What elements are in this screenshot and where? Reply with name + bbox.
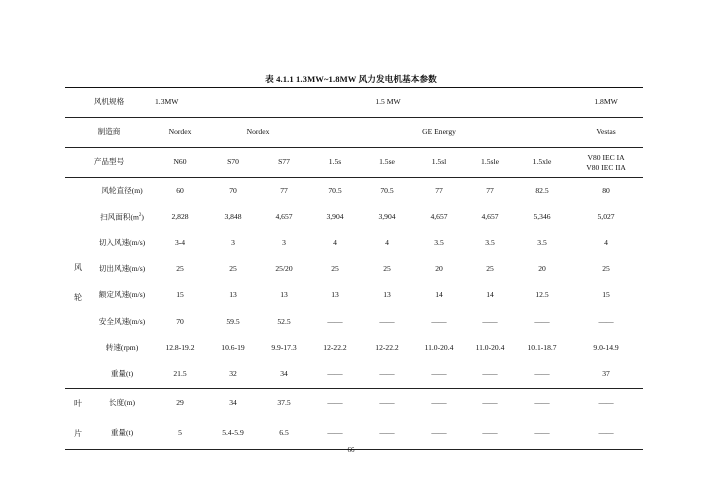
table-cell: —— bbox=[379, 398, 395, 408]
table-cell: —— bbox=[515, 361, 569, 388]
maker-nordex-2: Nordex bbox=[207, 118, 309, 148]
table-cell: 2,828 bbox=[171, 211, 189, 221]
table-row bbox=[65, 335, 643, 361]
rotor-group-label: 风 轮 bbox=[65, 178, 91, 389]
table-cell: 14 bbox=[435, 290, 443, 300]
table-cell: 3,904 bbox=[326, 211, 344, 221]
param-label: 转速(rpm) bbox=[105, 342, 139, 352]
table-row bbox=[65, 257, 643, 283]
table-cell: 10.1-18.7 bbox=[527, 342, 557, 352]
param-label: 重量(t) bbox=[91, 419, 153, 450]
table-cell: 5,346 bbox=[533, 211, 551, 221]
maker-row bbox=[65, 118, 643, 148]
maker-vestas: Vestas bbox=[569, 118, 643, 148]
table-cell: 4 bbox=[333, 238, 337, 248]
table-cell: 29 bbox=[176, 398, 184, 408]
table-cell: 15 bbox=[176, 290, 184, 300]
wind-turbine-parameter-table bbox=[65, 87, 643, 450]
rating-label: 风机规格 bbox=[65, 88, 153, 118]
table-caption: 表 4.1.1 1.3MW~1.8MW 风力发电机基本参数 bbox=[265, 74, 437, 84]
table-cell: 25 bbox=[602, 264, 610, 274]
table-cell: 3,848 bbox=[224, 211, 242, 221]
table-cell: 37.5 bbox=[277, 398, 291, 408]
table-cell: 3.5 bbox=[434, 238, 444, 248]
table-cell: 14 bbox=[486, 290, 494, 300]
table-cell: 12.5 bbox=[535, 290, 549, 300]
table-row bbox=[65, 388, 643, 419]
table-cell: 4,657 bbox=[481, 211, 499, 221]
table-cell: 80 bbox=[602, 185, 610, 195]
table-cell: 10.6-19 bbox=[221, 342, 245, 352]
table-cell: 12-22.2 bbox=[375, 342, 399, 352]
table-cell: —— bbox=[413, 419, 465, 450]
table-cell: —— bbox=[361, 419, 413, 450]
table-cell: 4 bbox=[604, 238, 608, 248]
table-cell: —— bbox=[327, 398, 343, 408]
table-cell: 12.8-19.2 bbox=[165, 342, 195, 352]
model-cell: 1.5sle bbox=[465, 148, 515, 178]
table-cell: —— bbox=[465, 361, 515, 388]
table-cell: 82.5 bbox=[535, 185, 549, 195]
table-cell: 70 bbox=[229, 185, 237, 195]
table-cell: 70.5 bbox=[380, 185, 394, 195]
model-cell: N60 bbox=[153, 148, 207, 178]
table-cell: —— bbox=[379, 316, 395, 326]
model-v80-ia: V80 IEC IA bbox=[587, 153, 625, 163]
maker-label: 制造商 bbox=[65, 118, 153, 148]
page-number: 66 bbox=[347, 446, 355, 454]
table-cell: 77 bbox=[435, 185, 443, 195]
table-cell: —— bbox=[534, 316, 550, 326]
model-cell: 1.5s bbox=[309, 148, 361, 178]
blade-group-label: 叶 片 bbox=[65, 388, 91, 449]
table-cell: 3.5 bbox=[485, 238, 495, 248]
model-cell: 1.5se bbox=[361, 148, 413, 178]
table-cell: 77 bbox=[486, 185, 494, 195]
table-cell: —— bbox=[598, 398, 614, 408]
table-cell: 3 bbox=[282, 238, 286, 248]
table-cell: 5,027 bbox=[597, 211, 615, 221]
table-cell: —— bbox=[309, 419, 361, 450]
table-cell: 3-4 bbox=[174, 238, 186, 248]
table-cell: 25 bbox=[331, 264, 339, 274]
table-cell: 25/20 bbox=[275, 264, 293, 274]
table-cell: 15 bbox=[602, 290, 610, 300]
table-cell: 13 bbox=[383, 290, 391, 300]
model-cell-vestas bbox=[569, 148, 643, 178]
rating-row bbox=[65, 88, 643, 118]
model-cell: 1.5xle bbox=[515, 148, 569, 178]
table-cell: 32 bbox=[207, 361, 259, 388]
table-cell: 25 bbox=[229, 264, 237, 274]
param-label: 长度(m) bbox=[108, 398, 136, 408]
model-cell: S70 bbox=[207, 148, 259, 178]
table-cell: 12-22.2 bbox=[323, 342, 347, 352]
table-cell: 6.5 bbox=[259, 419, 309, 450]
param-label: 风轮直径(m) bbox=[101, 185, 143, 195]
table-cell: —— bbox=[569, 419, 643, 450]
table-cell: 4 bbox=[385, 238, 389, 248]
table-row bbox=[65, 230, 643, 256]
table-cell: 5 bbox=[153, 419, 207, 450]
table-cell: 37 bbox=[569, 361, 643, 388]
table-row bbox=[65, 283, 643, 309]
table-cell: 3.5 bbox=[537, 238, 547, 248]
table-cell: 25 bbox=[176, 264, 184, 274]
maker-ge-energy: GE Energy bbox=[309, 118, 569, 148]
table-cell: 70.5 bbox=[328, 185, 342, 195]
table-cell: —— bbox=[361, 361, 413, 388]
table-cell: 20 bbox=[435, 264, 443, 274]
table-cell: 13 bbox=[229, 290, 237, 300]
table-cell: 13 bbox=[280, 290, 288, 300]
table-cell: 70 bbox=[176, 316, 184, 326]
model-cell: 1.5sl bbox=[413, 148, 465, 178]
table-cell: —— bbox=[482, 398, 498, 408]
table-cell: 25 bbox=[486, 264, 494, 274]
table-cell: 20 bbox=[538, 264, 546, 274]
param-label: 重量(t) bbox=[91, 361, 153, 388]
table-cell: —— bbox=[465, 419, 515, 450]
table-cell: 60 bbox=[176, 185, 184, 195]
table-cell: 4,657 bbox=[275, 211, 293, 221]
table-cell: 77 bbox=[280, 185, 288, 195]
table-cell: 3,904 bbox=[378, 211, 396, 221]
table-cell: 34 bbox=[259, 361, 309, 388]
table-cell: —— bbox=[534, 398, 550, 408]
table-cell: 21.5 bbox=[153, 361, 207, 388]
param-label: 安全风速(m/s) bbox=[98, 316, 146, 326]
table-cell: 5.4-5.9 bbox=[207, 419, 259, 450]
rating-1-3mw: 1.3MW bbox=[153, 88, 207, 118]
table-cell: —— bbox=[327, 316, 343, 326]
param-label: 扫风面积$(m^2)$ bbox=[100, 212, 144, 222]
table-row bbox=[65, 178, 643, 205]
table-row bbox=[65, 361, 643, 388]
model-row bbox=[65, 148, 643, 178]
table-cell: 34 bbox=[229, 398, 237, 408]
table-cell: 11.0-20.4 bbox=[424, 342, 454, 352]
table-cell: —— bbox=[515, 419, 569, 450]
model-cell: S77 bbox=[259, 148, 309, 178]
table-cell: —— bbox=[431, 316, 447, 326]
table-cell: 11.0-20.4 bbox=[475, 342, 505, 352]
table-cell: —— bbox=[413, 361, 465, 388]
param-label: 额定风速(m/s) bbox=[98, 290, 146, 300]
table-cell: 9.0-14.9 bbox=[593, 342, 619, 352]
table-cell: 9.9-17.3 bbox=[271, 342, 297, 352]
table-row bbox=[65, 204, 643, 230]
model-label: 产品型号 bbox=[65, 148, 153, 178]
table-cell: 59.5 bbox=[226, 316, 240, 326]
model-v80-iia: V80 IEC IIA bbox=[586, 162, 626, 172]
table-cell: 13 bbox=[331, 290, 339, 300]
param-label: 切出风速(m/s) bbox=[98, 264, 146, 274]
table-row bbox=[65, 309, 643, 335]
table-cell: —— bbox=[482, 316, 498, 326]
table-cell: —— bbox=[309, 361, 361, 388]
maker-nordex-1: Nordex bbox=[153, 118, 207, 148]
table-cell: 52.5 bbox=[277, 316, 291, 326]
table-cell: —— bbox=[431, 398, 447, 408]
table-cell: 25 bbox=[383, 264, 391, 274]
rating-1-5mw: 1.5 MW bbox=[207, 88, 569, 118]
table-cell: —— bbox=[598, 316, 614, 326]
param-label: 切入风速(m/s) bbox=[98, 238, 146, 248]
table-cell: 4,657 bbox=[430, 211, 448, 221]
table-row bbox=[65, 419, 643, 450]
rating-1-8mw: 1.8MW bbox=[569, 88, 643, 118]
table-cell: 3 bbox=[231, 238, 235, 248]
